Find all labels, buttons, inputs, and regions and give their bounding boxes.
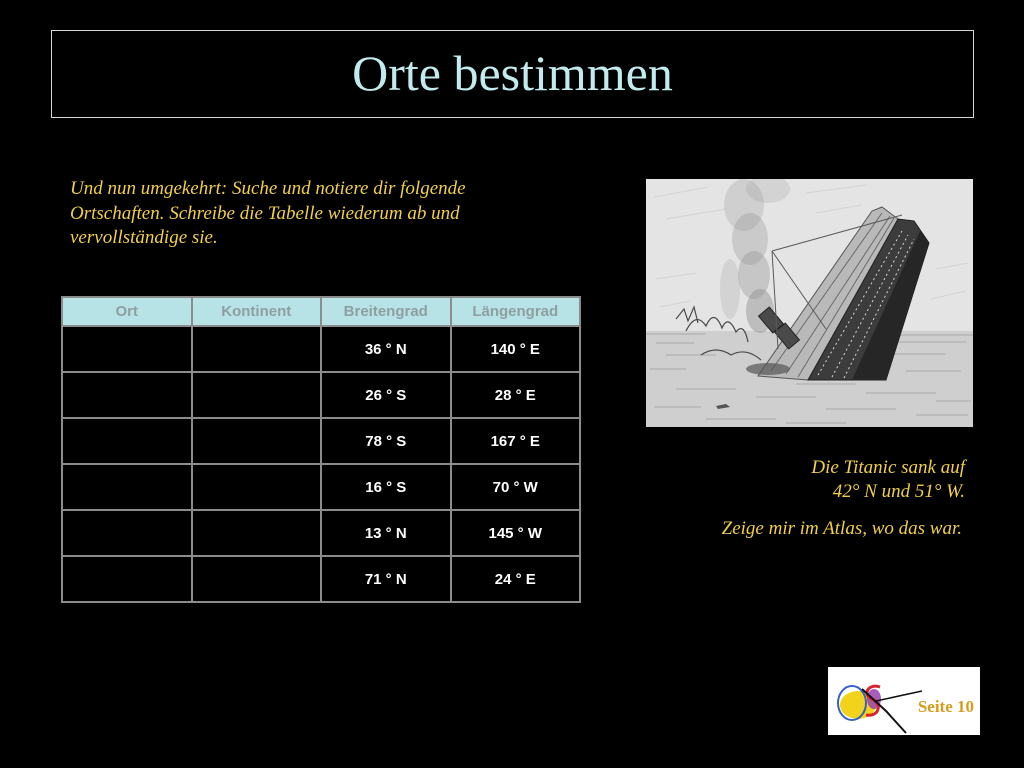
cell-ort bbox=[62, 556, 192, 602]
cell-ort bbox=[62, 464, 192, 510]
cell-laengengrad: 24 ° E bbox=[451, 556, 581, 602]
cell-ort bbox=[62, 510, 192, 556]
titanic-sketch bbox=[646, 179, 973, 427]
table-row bbox=[62, 464, 580, 510]
footer-badge bbox=[828, 667, 980, 735]
cell-ort bbox=[62, 326, 192, 372]
table-row bbox=[62, 510, 580, 556]
cell-laengengrad: 167 ° E bbox=[451, 418, 581, 464]
atlas-task: Zeige mir im Atlas, wo das war. bbox=[721, 518, 962, 539]
header-kontinent: Kontinent bbox=[192, 297, 322, 326]
cell-breitengrad: 78 ° S bbox=[321, 418, 451, 464]
table-row bbox=[62, 326, 580, 372]
table-row bbox=[62, 372, 580, 418]
cell-kontinent bbox=[192, 418, 322, 464]
cell-ort bbox=[62, 372, 192, 418]
cell-laengengrad: 28 ° E bbox=[451, 372, 581, 418]
table-header-row bbox=[62, 297, 580, 326]
header-breitengrad: Breitengrad bbox=[321, 297, 451, 326]
cell-ort bbox=[62, 418, 192, 464]
titanic-sinking-illustration bbox=[646, 179, 973, 427]
cell-laengengrad: 145 ° W bbox=[451, 510, 581, 556]
header-laengengrad: Längengrad bbox=[451, 297, 581, 326]
cell-kontinent bbox=[192, 556, 322, 602]
titanic-note bbox=[811, 456, 965, 504]
title-frame bbox=[51, 30, 974, 118]
waterline-turbulence bbox=[746, 363, 790, 375]
cell-laengengrad: 70 ° W bbox=[451, 464, 581, 510]
cell-breitengrad: 16 ° S bbox=[321, 464, 451, 510]
cell-kontinent bbox=[192, 510, 322, 556]
slide-title: Orte bestimmen bbox=[352, 45, 673, 101]
header-ort: Ort bbox=[62, 297, 192, 326]
table-row bbox=[62, 418, 580, 464]
instruction-line: Ortschaften. Schreibe die Tabelle wiederum ab und bbox=[70, 202, 460, 224]
school-logo-icon bbox=[828, 667, 928, 735]
coordinates-table bbox=[61, 296, 581, 603]
cell-kontinent bbox=[192, 464, 322, 510]
cell-breitengrad: 71 ° N bbox=[321, 556, 451, 602]
cell-breitengrad: 26 ° S bbox=[321, 372, 451, 418]
cell-breitengrad: 13 ° N bbox=[321, 510, 451, 556]
instruction-line: Und nun umgekehrt: Suche und notiere dir folgende bbox=[70, 178, 466, 199]
instruction-text bbox=[70, 177, 466, 251]
cell-kontinent bbox=[192, 372, 322, 418]
cell-laengengrad: 140 ° E bbox=[451, 326, 581, 372]
instruction-line: vervollständige sie. bbox=[70, 227, 218, 248]
cell-kontinent bbox=[192, 326, 322, 372]
page-number: Seite 10 bbox=[917, 697, 974, 716]
table-row bbox=[62, 556, 580, 602]
cell-breitengrad: 36 ° N bbox=[321, 326, 451, 372]
titanic-coordinates: 42° N und 51° W. bbox=[832, 481, 965, 502]
titanic-note-line: Die Titanic sank auf bbox=[811, 457, 965, 478]
